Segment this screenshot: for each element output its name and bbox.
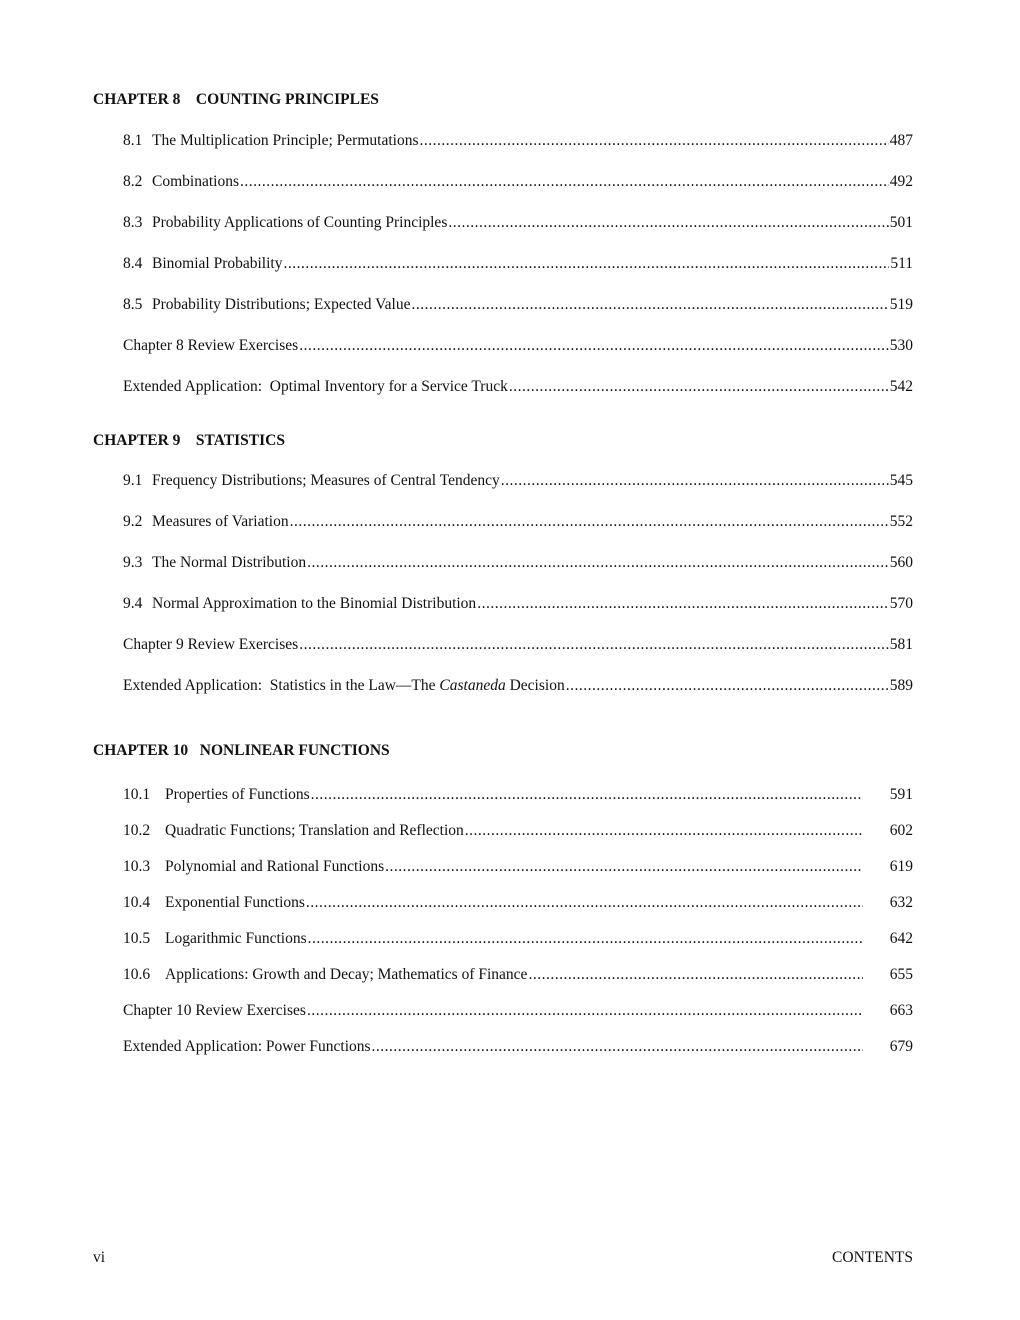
dot-leader [385, 857, 863, 877]
dot-leader [290, 512, 889, 532]
chapter-8-section [93, 90, 913, 397]
section-number: 8.1 [123, 132, 143, 149]
entry-label [123, 213, 448, 233]
section-title: Exponential Functions [165, 894, 305, 911]
section-title: Chapter 10 Review Exercises [123, 1002, 306, 1019]
entry-label [123, 821, 465, 841]
toc-entry[interactable] [123, 929, 913, 949]
toc-entry-review[interactable] [123, 1001, 913, 1021]
toc-entry-review[interactable] [123, 336, 913, 356]
page-number: 632 [889, 894, 913, 911]
toc-entry-extended-application[interactable] [123, 377, 913, 397]
chapter-heading: CHAPTER 8 COUNTING PRINCIPLES [93, 91, 379, 108]
dot-leader [240, 172, 889, 192]
section-number: 10.5 [123, 930, 151, 947]
page-number: 552 [889, 513, 913, 530]
page-number: 570 [889, 595, 913, 612]
section-number: 9.3 [123, 554, 143, 571]
page-number: 591 [889, 786, 913, 803]
toc-entry[interactable] [123, 172, 913, 192]
entry-label [123, 471, 501, 491]
toc-entry[interactable] [123, 471, 913, 491]
section-number: 10.2 [123, 822, 151, 839]
toc-entry[interactable] [123, 857, 913, 877]
toc-entry[interactable] [123, 553, 913, 573]
entry-label [123, 512, 290, 532]
dot-leader [299, 336, 889, 356]
page-number: 663 [889, 1002, 913, 1019]
entry-label [123, 965, 528, 985]
page-number: 679 [889, 1038, 913, 1055]
section-number: 8.5 [123, 296, 143, 313]
toc-entry[interactable] [123, 131, 913, 151]
toc-entry[interactable] [123, 785, 913, 805]
dot-leader [411, 295, 888, 315]
chapter-10-section [93, 741, 913, 1057]
toc-entry-extended-application[interactable] [123, 1037, 913, 1057]
section-title: Normal Approximation to the Binomial Distribution [152, 595, 477, 612]
dot-leader [477, 594, 889, 614]
dot-leader [566, 676, 889, 696]
chapter-entries [123, 131, 913, 397]
page-number: 542 [889, 378, 913, 395]
dot-leader [306, 893, 863, 913]
section-number: 10.4 [123, 894, 151, 911]
toc-entry[interactable] [123, 594, 913, 614]
section-title-suffix: Decision [505, 677, 565, 694]
section-title: Logarithmic Functions [165, 930, 307, 947]
section-number: 9.1 [123, 472, 143, 489]
section-title-prefix: Extended Application: Statistics in the Law—The [123, 677, 440, 694]
dot-leader [448, 213, 888, 233]
toc-entry[interactable] [123, 965, 913, 985]
section-number: 10.1 [123, 786, 151, 803]
entry-label [123, 254, 283, 274]
toc-entry[interactable] [123, 213, 913, 233]
dot-leader [528, 965, 863, 985]
section-number: 10.6 [123, 966, 151, 983]
section-title: Probability Applications of Counting Principles [152, 214, 448, 231]
page-number: 642 [889, 930, 913, 947]
page-number: 619 [889, 858, 913, 875]
dot-leader [465, 821, 863, 841]
entry-label [123, 893, 306, 913]
chapter-heading: CHAPTER 9 STATISTICS [93, 432, 285, 449]
dot-leader [509, 377, 889, 397]
section-number: 8.2 [123, 173, 143, 190]
toc-entry-review[interactable] [123, 635, 913, 655]
page-number: 492 [889, 173, 913, 190]
dot-leader [307, 553, 889, 573]
page-number: 530 [889, 337, 913, 354]
footer-page-number: vi [93, 1249, 106, 1266]
dot-leader [419, 131, 888, 151]
page-number: 487 [889, 132, 913, 149]
section-number: 10.3 [123, 858, 151, 875]
entry-label [123, 676, 566, 696]
toc-entry-extended-application[interactable] [123, 676, 913, 696]
section-title: Measures of Variation [152, 513, 289, 530]
entry-label [123, 336, 299, 356]
entry-label [123, 1001, 307, 1021]
dot-leader [501, 471, 889, 491]
section-title: Binomial Probability [152, 255, 283, 272]
dot-leader [283, 254, 889, 274]
entry-label [123, 131, 419, 151]
toc-entry[interactable] [123, 295, 913, 315]
entry-label [123, 857, 385, 877]
toc-entry[interactable] [123, 512, 913, 532]
entry-label [123, 295, 411, 315]
section-title: Extended Application: Power Functions [123, 1038, 371, 1055]
section-title: Chapter 9 Review Exercises [123, 636, 299, 653]
page-number: 560 [889, 554, 913, 571]
dot-leader [311, 785, 863, 805]
chapter-entries [123, 785, 913, 1057]
entry-label [123, 594, 477, 614]
chapter-entries [123, 471, 913, 696]
dot-leader [307, 1001, 863, 1021]
page-number: 602 [889, 822, 913, 839]
page-number: 589 [889, 677, 913, 694]
section-title: The Multiplication Principle; Permutations [152, 132, 419, 149]
page-number: 519 [889, 296, 913, 313]
entry-label [123, 172, 240, 192]
section-title: Polynomial and Rational Functions [165, 858, 385, 875]
section-number: 8.3 [123, 214, 143, 231]
footer-running-title: CONTENTS [832, 1249, 913, 1266]
section-title: Combinations [152, 173, 239, 190]
page-number: 511 [890, 255, 913, 272]
page-number: 545 [889, 472, 913, 489]
section-title: Properties of Functions [165, 786, 310, 803]
section-title: Extended Application: Optimal Inventory for a Service Truck [123, 378, 508, 395]
page-number: 655 [889, 966, 913, 983]
section-title: Applications: Growth and Decay; Mathematics of Finance [165, 966, 528, 983]
entry-label [123, 785, 311, 805]
page-number: 501 [889, 214, 913, 231]
section-number: 8.4 [123, 255, 143, 272]
entry-label [123, 553, 307, 573]
entry-label [123, 1037, 372, 1057]
dot-leader [372, 1037, 863, 1057]
entry-label [123, 377, 509, 397]
dot-leader [308, 929, 863, 949]
dot-leader [299, 635, 889, 655]
chapter-heading: CHAPTER 10 NONLINEAR FUNCTIONS [93, 742, 390, 759]
section-title: Frequency Distributions; Measures of Central Tendency [152, 472, 500, 489]
section-title: Probability Distributions; Expected Value [152, 296, 411, 313]
section-number: 9.2 [123, 513, 143, 530]
chapter-9-section [93, 431, 913, 696]
entry-label [123, 635, 299, 655]
section-title-italic: Castaneda [439, 677, 506, 694]
section-title: The Normal Distribution [152, 554, 307, 571]
page-number: 581 [889, 636, 913, 653]
section-title: Chapter 8 Review Exercises [123, 337, 299, 354]
section-title: Quadratic Functions; Translation and Reflection [165, 822, 464, 839]
entry-label [123, 929, 308, 949]
toc-entry[interactable] [123, 821, 913, 841]
toc-entry[interactable] [123, 254, 913, 274]
section-number: 9.4 [123, 595, 143, 612]
toc-entry[interactable] [123, 893, 913, 913]
